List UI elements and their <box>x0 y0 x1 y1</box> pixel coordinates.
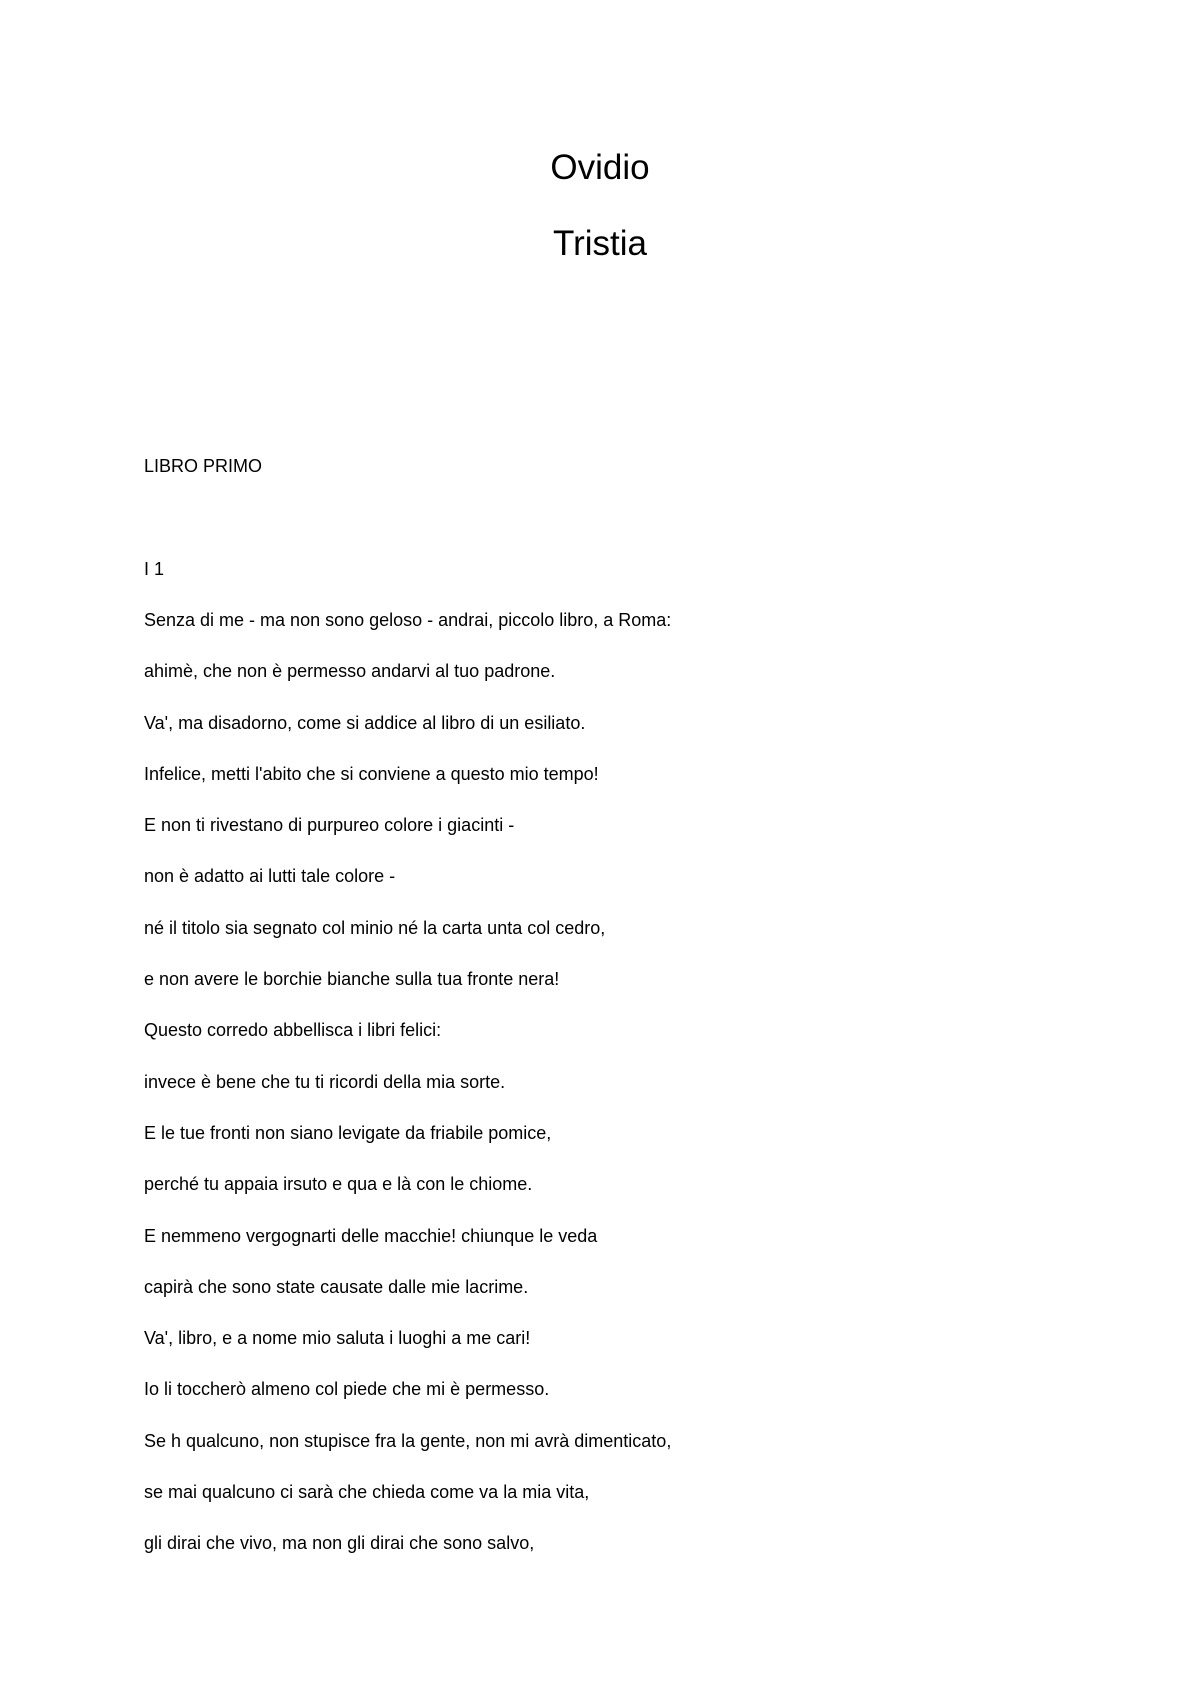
verse-line: Senza di me - ma non sono geloso - andrai, piccolo libro, a Roma: <box>144 610 672 630</box>
verse-line: ahimè, che non è permesso andarvi al tuo padrone. <box>144 661 556 682</box>
verse-line: E nemmeno vergognarti delle macchie! chiunque le veda <box>144 1225 598 1246</box>
verse-line: Va', libro, e a nome mio saluta i luoghi a me cari! <box>144 1328 531 1349</box>
verse-line: né il titolo sia segnato col minio né la carta unta col cedro, <box>144 917 606 938</box>
verse-line: Infelice, metti l'abito che si conviene a questo mio tempo! <box>144 763 599 784</box>
verse-line: invece è bene che tu ti ricordi della mia sorte. <box>144 1071 506 1092</box>
verse-line: gli dirai che vivo, ma non gli dirai che sono salvo, <box>144 1533 535 1554</box>
verse-line: non è adatto ai lutti tale colore - <box>144 866 396 887</box>
author-title <box>0 148 1200 188</box>
verse-list <box>144 609 671 1584</box>
verse-line: Va', ma disadorno, come si addice al libro di un esiliato. <box>144 712 586 733</box>
verse-line: e non avere le borchie bianche sulla tua fronte nera! <box>144 969 560 990</box>
verse-line: E non ti rivestano di purpureo colore i giacinti - <box>144 815 515 836</box>
section-number: I 1 <box>144 559 165 579</box>
verse-line: perché tu appaia irsuto e qua e là con le chiome. <box>144 1174 533 1195</box>
author-title-text: Ovidio <box>550 148 650 187</box>
verse-line: Io li toccherò almeno col piede che mi è permesso. <box>144 1379 550 1400</box>
verse-line: E le tue fronti non siano levigate da friabile pomice, <box>144 1122 552 1143</box>
verse-line: Questo corredo abbellisca i libri felici: <box>144 1020 442 1041</box>
work-title-text: Tristia <box>553 224 647 263</box>
work-title <box>0 224 1200 264</box>
verse-line: capirà che sono state causate dalle mie lacrime. <box>144 1276 529 1297</box>
verse-line: se mai qualcuno ci sarà che chieda come va la mia vita, <box>144 1482 590 1503</box>
book-heading: LIBRO PRIMO <box>144 456 263 476</box>
verse-line: Se h qualcuno, non stupisce fra la gente, non mi avrà dimenticato, <box>144 1430 672 1451</box>
